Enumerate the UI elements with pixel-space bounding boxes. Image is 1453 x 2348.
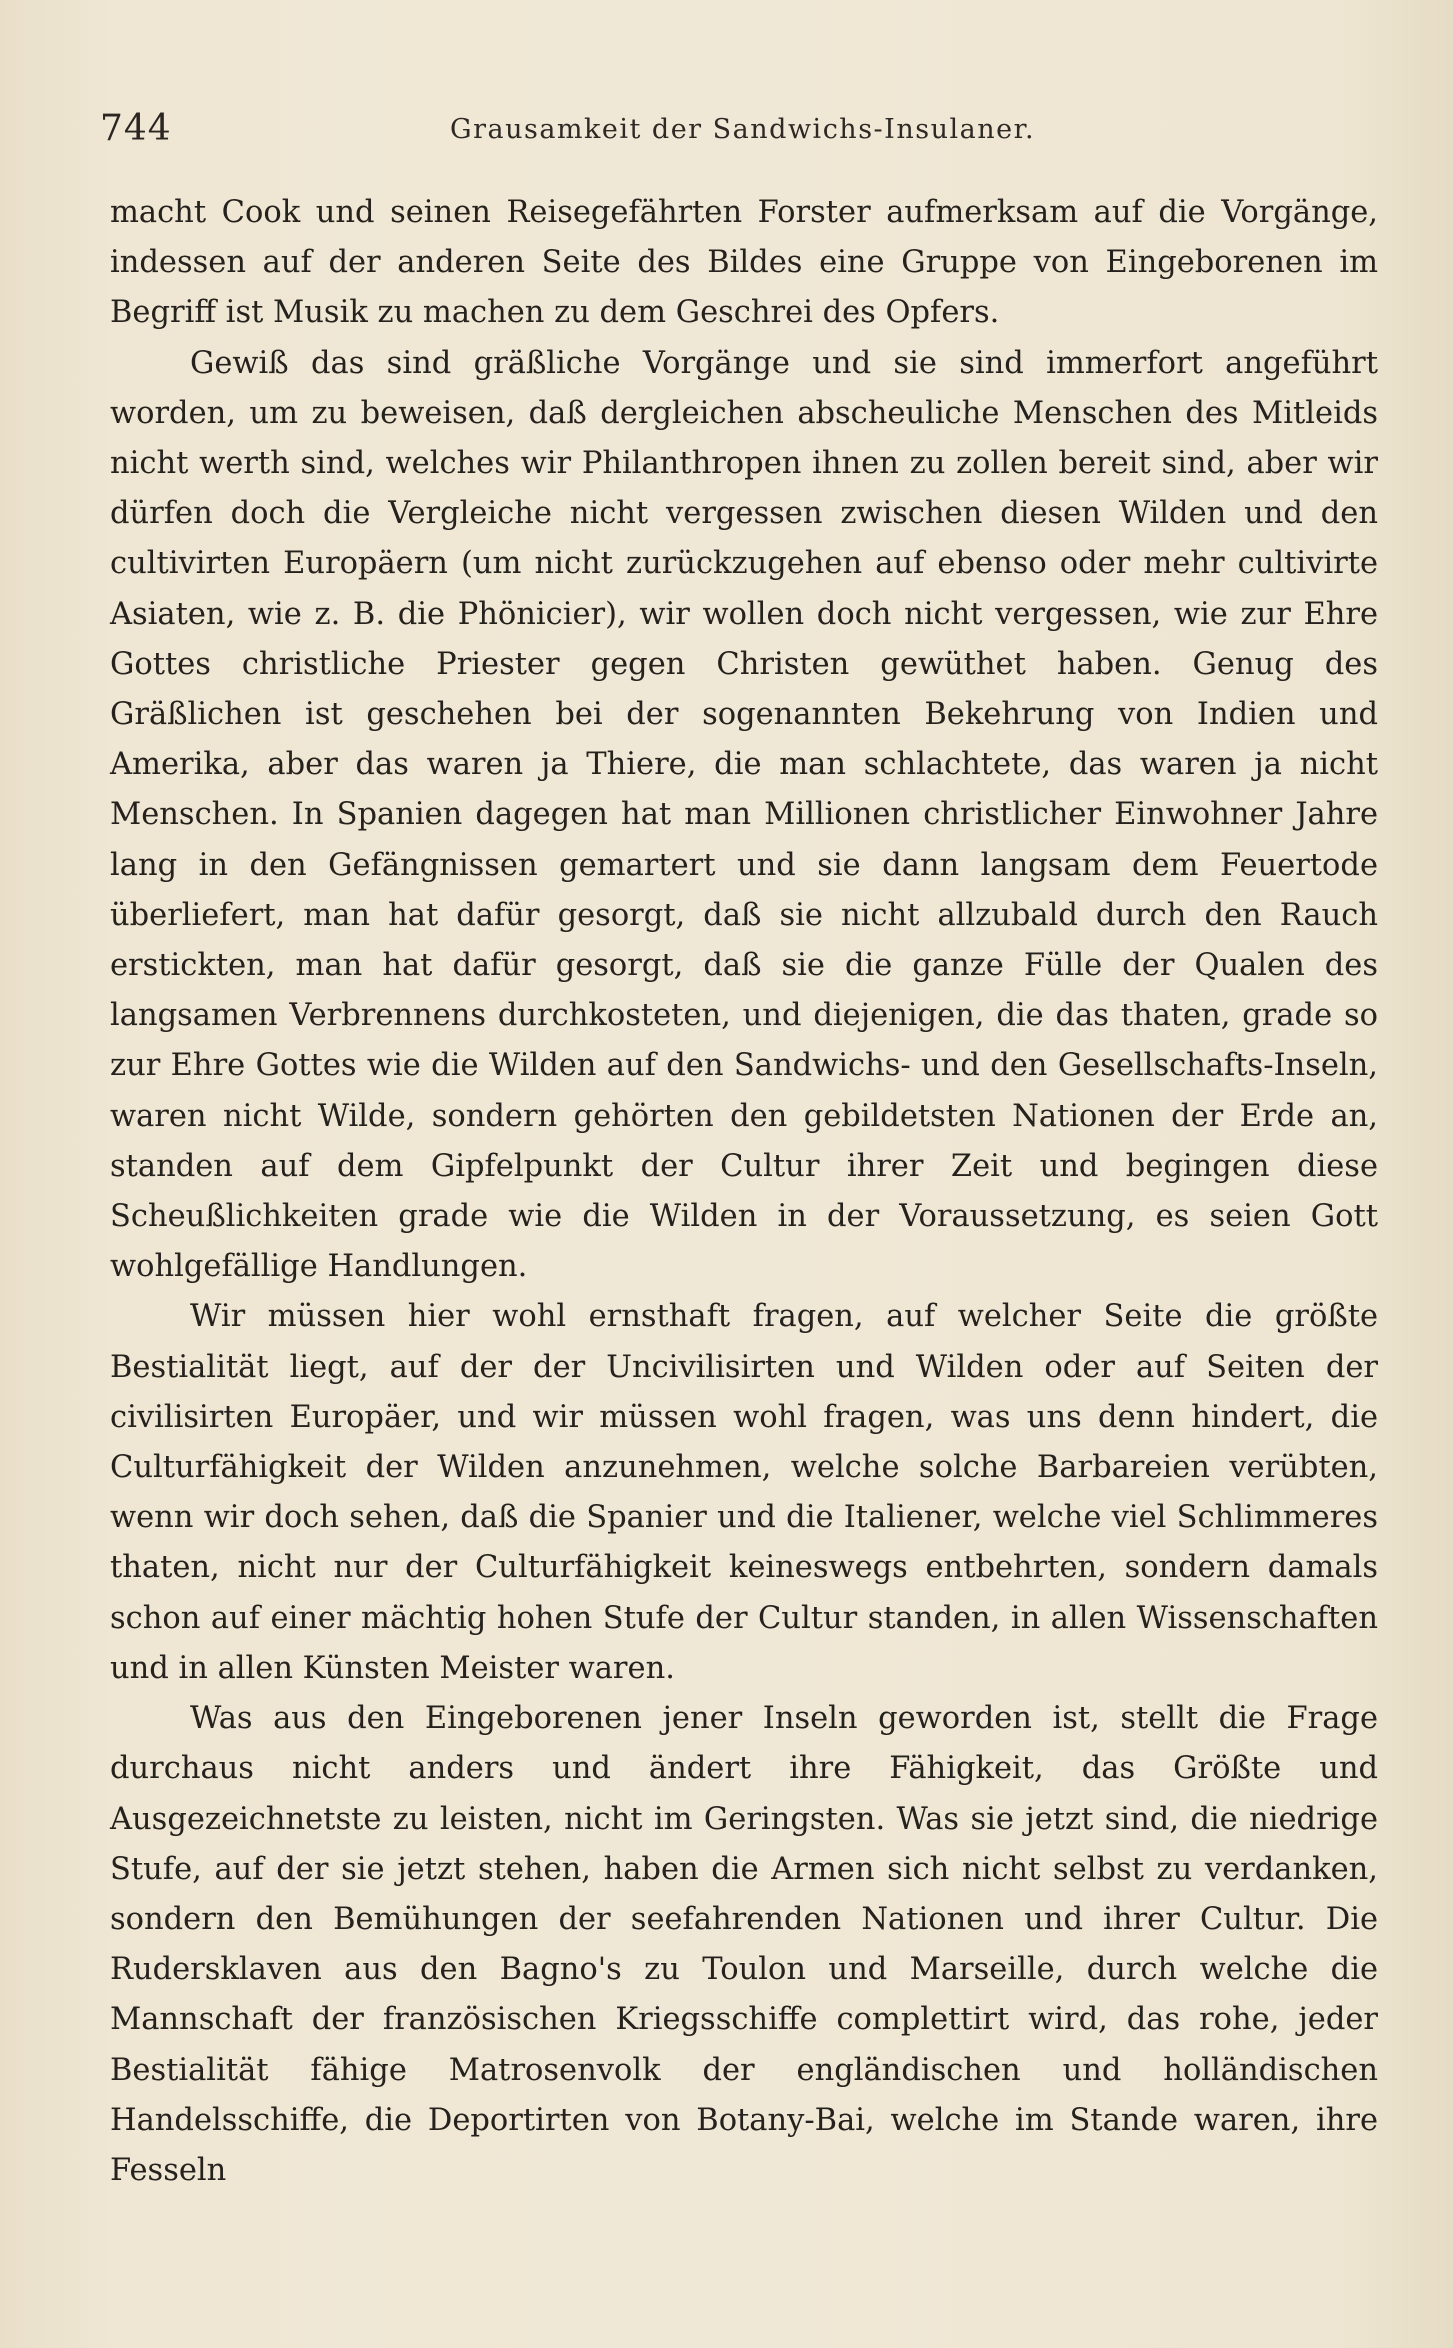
paragraph-3: Wir müssen hier wohl ernsthaft fragen, auf welcher Seite die größte Bestialität liegt, auf der der Uncivilisirten und Wilden oder auf Seiten der civilisirten Europäer, und wir müssen wohl fragen, was uns denn hindert, die Culturfähigkeit der Wilden anzunehmen, welche solche Barbareien verübten, wenn wir doch sehen, daß die Spanier und die Italiener, welche viel Schlimmeres thaten, nicht nur der Culturfähigkeit keineswegs entbehrten, sondern damals schon auf einer mächtig hohen Stufe der Cultur standen, in allen Wissenschaften und in allen Künsten Meister waren. xyxy=(110,1299,1378,1686)
running-head: Grausamkeit der Sandwichs-Insulaner. xyxy=(450,114,1036,145)
paragraph-2: Gewiß das sind gräßliche Vorgänge und sie sind immerfort angeführt worden, um zu beweisen, daß dergleichen abscheuliche Menschen des Mitleids nicht werth sind, welches wir Philanthropen ihnen zu zollen bereit sind, aber wir dürfen doch die Vergleiche nicht vergessen zwischen diesen Wilden und den cultivirten Europäern (um nicht zurückzugehen auf ebenso oder mehr cultivirte Asiaten, wie z. B. die Phönicier), wir wollen doch nicht vergessen, wie zur Ehre Gottes christliche Priester gegen Christen gewüthet haben. Genug des Gräßlichen ist geschehen bei der sogenannten Bekehrung von Indien und Amerika, aber das waren ja Thiere, die man schlachtete, das waren ja nicht Menschen. In Spanien dagegen hat man Millionen christlicher Einwohner Jahre lang in den Gefängnissen gemartert und sie dann langsam dem Feuertode überliefert, man hat dafür gesorgt, daß sie nicht allzubald durch den Rauch erstickten, man hat dafür gesorgt, daß sie die ganze Fülle der Qualen des langsamen Verbrennens durchkosteten, und diejenigen, die das thaten, grade so zur Ehre Gottes wie die Wilden auf den Sandwichs- und den Gesellschafts-Inseln, waren nicht Wilde, sondern gehörten den gebildetsten Nationen der Erde an, standen auf dem Gipfelpunkt der Cultur ihrer Zeit und begingen diese Scheußlichkeiten grade wie die Wilden in der Voraussetzung, es seien Gott wohlgefällige Handlungen. xyxy=(110,345,1378,1285)
body-text xyxy=(110,188,1378,2196)
page-number: 744 xyxy=(100,108,172,149)
paragraph-4: Was aus den Eingeborenen jener Inseln geworden ist, stellt die Frage durchaus nicht anders und ändert ihre Fähigkeit, das Größte und Ausgezeichnetste zu leisten, nicht im Geringsten. Was sie jetzt sind, die niedrige Stufe, auf der sie jetzt stehen, haben die Armen sich nicht selbst zu verdanken, sondern den Bemühungen der seefahrenden Nationen und ihrer Cultur. Die Rudersklaven aus den Bagno's zu Toulon und Marseille, durch welche die Mannschaft der französischen Kriegsschiffe complettirt wird, das rohe, jeder Bestialität fähige Matrosenvolk der engländischen und holländischen Handelsschiffe, die Deportirten von Botany-Bai, welche im Stande waren, ihre Fesseln xyxy=(110,1701,1378,2188)
paragraph-1: macht Cook und seinen Reisegefährten Forster aufmerksam auf die Vorgänge, indessen auf der anderen Seite des Bildes eine Gruppe von Eingeborenen im Begriff ist Musik zu machen zu dem Geschrei des Opfers. xyxy=(110,195,1378,331)
page-header xyxy=(100,108,1380,158)
